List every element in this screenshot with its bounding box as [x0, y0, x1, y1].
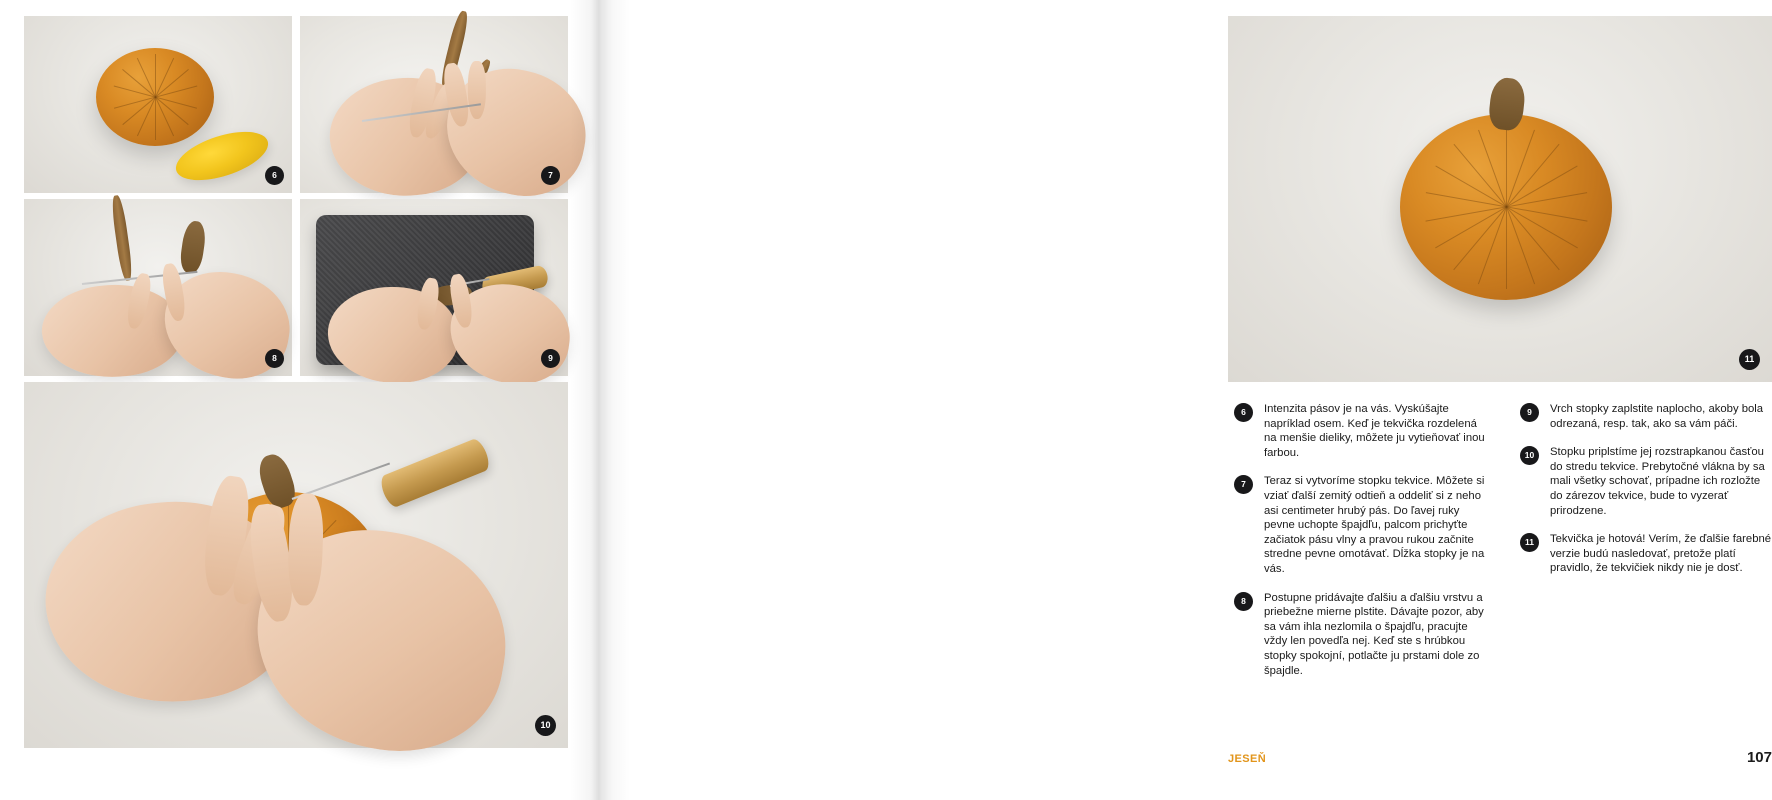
- step-number-badge: 8: [1234, 592, 1253, 611]
- felted-pumpkin: [96, 48, 214, 146]
- left-page: [0, 0, 600, 800]
- step-paragraph: [1228, 402, 1486, 460]
- step-text: Vrch stopky zaplstite naplocho, akoby bola odrezaná, resp. tak, ako sa vám páči.: [1550, 403, 1764, 430]
- step-paragraph: [1514, 402, 1772, 431]
- page-number: 107: [1746, 749, 1772, 766]
- step-text: Stopku priplstíme jej rozstrapkanou časťou do stredu tekvice. Prebytočné vlákna by sa mali všetky schovať, prípadne ich rozložte do zárezov tekvice, bude to vyzerať prirodzene.: [1550, 446, 1765, 517]
- section-label: JESEŇ: [1228, 753, 1267, 765]
- photo-badge: 10: [535, 715, 556, 736]
- step-text: Teraz si vytvoríme stopku tekvice. Môžete si vziať ďalší zemitý odtieň a oddeliť si z neho asi centimeter hrubý pás. Do ľavej ruky pevne uchopte špajdľu, palcom prichyťte začiatok pásu vlny a pravou rukou začnite stredne pevne omotávať. Dĺžka stopky je na vás.: [1264, 475, 1485, 575]
- step-text: Postupne pridávajte ďalšiu a ďalšiu vrstvu a priebežne mierne plstite. Dávajte pozor, aby sa vám ihla nezlomila o špajdľu, pracujte vždy len povedľa nej. Keď ste s hrúbkou stopky spokojní, potlačte ju prstami dole zo špajdle.: [1264, 591, 1484, 677]
- photo-badge: 8: [265, 349, 284, 368]
- instructions-right-column: [1514, 402, 1772, 692]
- step-paragraph: [1514, 532, 1772, 576]
- photo-badge: 11: [1739, 349, 1760, 370]
- instructions: [1228, 402, 1772, 692]
- step-number-badge: 11: [1520, 533, 1539, 552]
- page-footer: [1228, 749, 1772, 766]
- photo-step-9: [300, 199, 568, 376]
- photo-badge: 9: [541, 349, 560, 368]
- step-paragraph: [1514, 445, 1772, 518]
- photo-badge: 7: [541, 166, 560, 185]
- photo-badge: 6: [265, 166, 284, 185]
- step-number-badge: 9: [1520, 403, 1539, 422]
- photo-step-10: [24, 382, 568, 748]
- finished-pumpkin: [1400, 114, 1612, 300]
- step-paragraph: [1228, 474, 1486, 576]
- photo-step-6: [24, 16, 292, 193]
- photo-step-11: [1228, 16, 1772, 382]
- photo-step-7: [300, 16, 568, 193]
- step-number-badge: 6: [1234, 403, 1253, 422]
- step-text: Tekvička je hotová! Verím, že ďalšie farebné verzie budú nasledovať, pretože platí pravidlo, že tekvičiek nikdy nie je dosť.: [1550, 533, 1772, 575]
- step-paragraph: [1228, 591, 1486, 679]
- step-number-badge: 10: [1520, 446, 1539, 465]
- step-text: Intenzita pásov je na vás. Vyskúšajte napríklad osem. Keď je tekvička rozdelená na menšie dieliky, môžete ju vytieňovať inou farbou.: [1264, 403, 1485, 459]
- instructions-left-column: [1228, 402, 1486, 692]
- right-page: [600, 0, 1772, 800]
- step-number-badge: 7: [1234, 475, 1253, 494]
- photo-step-8: [24, 199, 292, 376]
